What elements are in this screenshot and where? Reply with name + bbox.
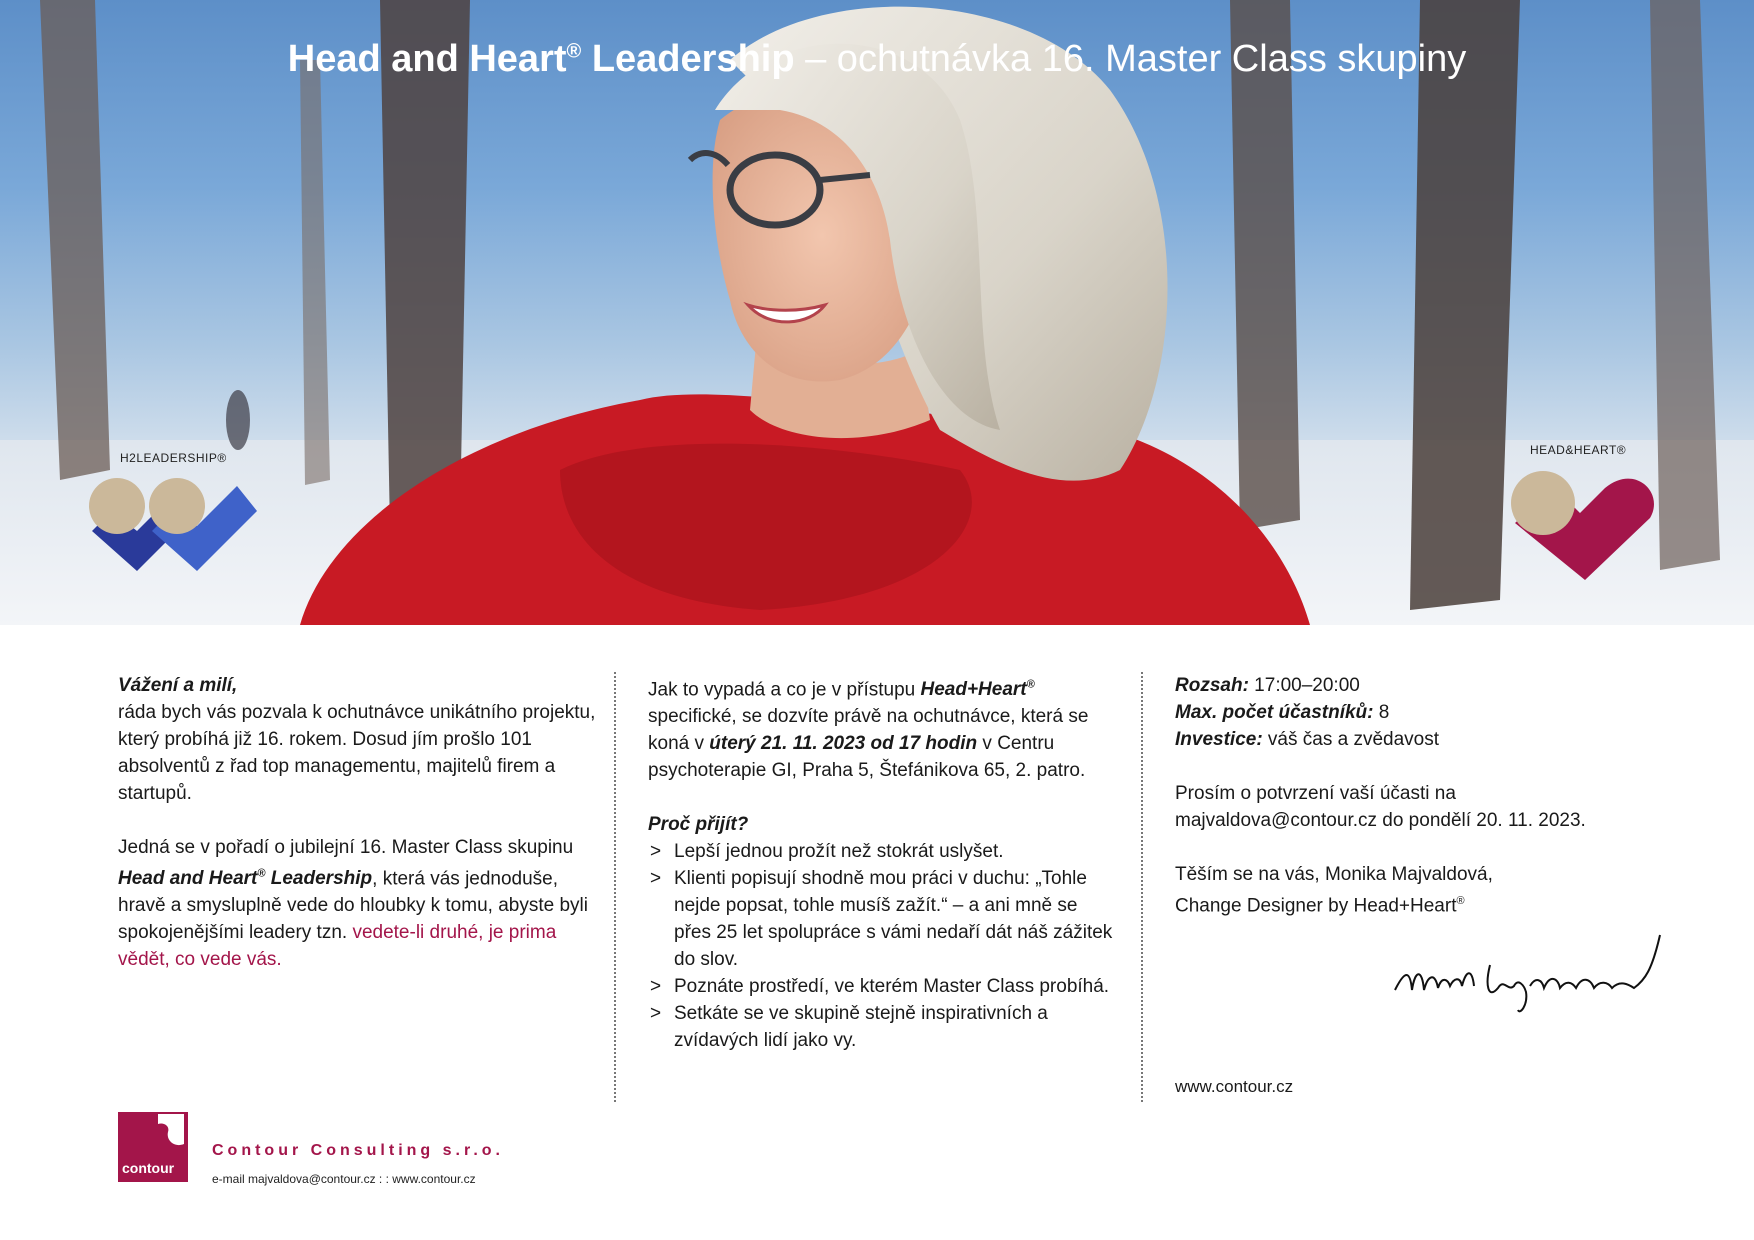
column-details <box>648 672 1118 1054</box>
head-heart-logo <box>1505 468 1660 583</box>
column-divider <box>614 672 616 1102</box>
program-paragraph: Jedná se v pořadí o jubilejní 16. Master Class skupinu Head and Heart® Leadership, která vás jednoduše, hravě a smysluplně vede do hloubky k tomu, abyste byli spokojenějšími leadery tzn. vedete-li druhé, je prima vědět, co vede vás. <box>118 837 588 971</box>
list-item: > Klienti popisují shodně mou práci v duchu: „Tohle nejde popsat, tohle musíš zažít.“ – a ani mně se přes 25 let spolupráce s vámi nedaří dát náš zážitek do slov. <box>648 865 1118 973</box>
company-name: Contour Consulting s.r.o. <box>212 1142 504 1159</box>
website-link[interactable]: www.contour.cz <box>1175 1077 1294 1096</box>
list-item: > Lepší jednou prožít než stokrát uslyšet. <box>648 838 1118 865</box>
greeting: Vážení a milí, <box>118 675 238 696</box>
max-participants-line: Max. počet účastníků: 8 <box>1175 702 1390 723</box>
list-item: > Setkáte se ve skupině stejně inspirativních a zvídavých lidí jako vy. <box>648 1000 1118 1054</box>
list-item: > Poznáte prostředí, ve kterém Master Class probíhá. <box>648 973 1118 1000</box>
event-paragraph: Jak to vypadá a co je v přístupu Head+Heart® specifické, se dozvíte právě na ochutnávce, která se koná v úterý 21. 11. 2023 od 17 hodin v Centru psychoterapie GI, Praha 5, Štefánikova 65, 2. patro. <box>648 679 1089 782</box>
reasons-list <box>648 838 1118 1054</box>
column-logistics <box>1175 672 1635 919</box>
intro-paragraph: ráda bych vás pozvala k ochutnávce unikátního projektu, který probíhá již 16. rokem. Dosud jím prošlo 101 absolventů z řad top managementu, majitelů firem a startupů. <box>118 702 596 804</box>
signature-image <box>1390 930 1680 1020</box>
confirmation-text: Prosím o potvrzení vaší účasti na majvaldova@contour.cz do pondělí 20. 11. 2023. <box>1175 783 1586 831</box>
column-divider <box>1141 672 1143 1102</box>
signature-title: Change Designer by Head+Heart® <box>1175 895 1465 917</box>
footer-contact: e-mail majvaldova@contour.cz : : www.contour.cz <box>212 1172 476 1186</box>
h2-leadership-label: H2LEADERSHIP® <box>120 451 227 465</box>
closing-line: Těším se na vás, Monika Majvaldová, <box>1175 864 1493 885</box>
head-heart-label: HEAD&HEART® <box>1530 443 1627 457</box>
investment-line: Investice: váš čas a zvědavost <box>1175 729 1440 750</box>
event-date: úterý 21. 11. 2023 od 17 hodin <box>709 733 978 755</box>
column-intro <box>118 672 598 973</box>
h2-leadership-logo <box>82 476 282 576</box>
contour-mark-icon <box>140 1114 184 1154</box>
hero-title: Head and Heart® Leadership – ochutnávka 16. Master Class skupiny <box>287 38 1467 80</box>
contour-logo: contour <box>118 1112 188 1182</box>
range-line: Rozsah: 17:00–20:00 <box>1175 675 1360 696</box>
why-title: Proč přijít? <box>648 814 749 836</box>
accent-quote: vedete-li druhé, je prima vědět, co vede vás. <box>118 922 557 971</box>
